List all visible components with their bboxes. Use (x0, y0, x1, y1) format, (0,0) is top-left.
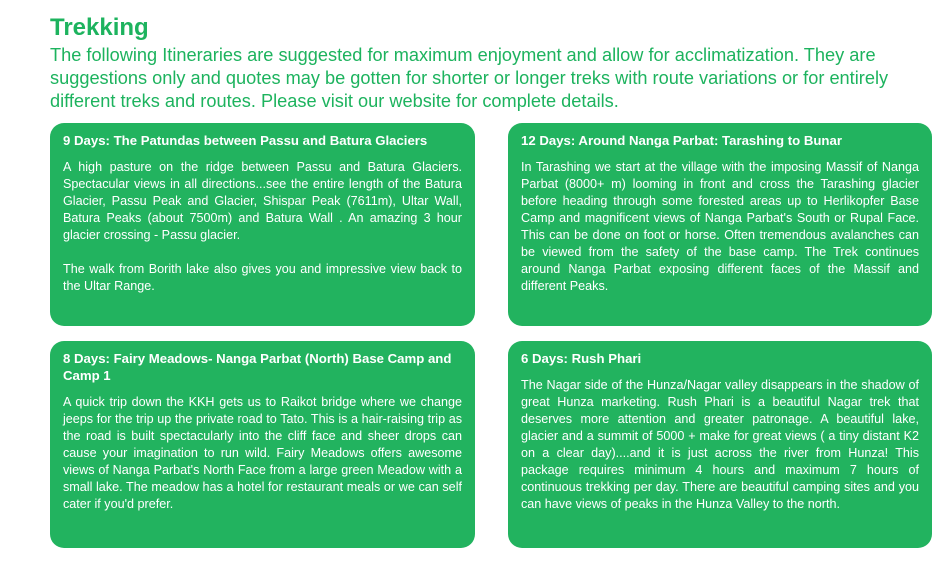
itinerary-card-patundas (50, 123, 475, 326)
card-description: A high pasture on the ridge between Passu and Batura Glaciers. Spectacular views in all directions...see the entire length of the Batura Glacier, Passu Peak and Glacier, Shispar Peak (7611m), Ultar Wall, Batura Peaks (about 7500m) and Batura Wall . An amazing 3 hour glacier crossing - Passu glacier. (63, 160, 462, 242)
itinerary-card-nanga-parbat-around (508, 123, 932, 326)
card-description: The Nagar side of the Hunza/Nagar valley disappears in the shadow of great Hunza marketing. Rush Phari is a beautiful Nagar trek that deserves more attention and greater patronage. A beautiful lake, glacier and a summit of 5000 + make for great views ( a tiny distant K2 on a clear day)....and it is just across the river from Hunza! This package requires minimum 4 hours and maximum 7 hours of continuous trekking per day. There are beautiful camping sites and you can have views of peaks in the Hunza Valley to the north. (521, 378, 919, 511)
card-heading: 8 Days: Fairy Meadows- Nanga Parbat (North) Base Camp and Camp 1 (63, 351, 452, 383)
card-description: A quick trip down the KKH gets us to Raikot bridge where we change jeeps for the trip up the private road to Tato. This is a hair-raising trip as the road is built spectacularly into the cliff face and sheer drops can cause your imagination to run wild. Fairy Meadows offers awesome views of Nanga Parbat's North Face from a large green Meadow with a small lake. The meadow has a hotel for restaurant meals or we can self cater if you'd prefer. (63, 395, 462, 511)
card-description: In Tarashing we start at the village with the imposing Massif of Nanga Parbat (8000+ m) looming in front and cross the Tarashing glacier before heading through some forested areas up to Herlikopfer Base Camp and magnificent views of Nanga Parbat's South or Rupal Face. This can be done on foot or horse. Often tremendous avalanches can be viewed from the safety of the base camp. The Trek continues around Nanga Parbat exposing different faces of the Massif and different Peaks. (521, 160, 919, 293)
intro-paragraph: The following Itineraries are suggested for maximum enjoyment and allow for acclimatization. They are suggestions only and quotes may be gotten for shorter or longer treks with route variations or for entirely different treks and routes. Please visit our website for complete details. (50, 45, 889, 111)
itinerary-card-fairy-meadows (50, 341, 475, 548)
card-heading: 12 Days: Around Nanga Parbat: Tarashing to Bunar (521, 133, 842, 148)
card-heading: 6 Days: Rush Phari (521, 351, 642, 366)
card-description: The walk from Borith lake also gives you and impressive view back to the Ultar Range. (63, 262, 462, 293)
card-heading: 9 Days: The Patundas between Passu and Batura Glaciers (63, 133, 428, 148)
page-title: Trekking (50, 14, 149, 41)
itinerary-card-rush-phari (508, 341, 932, 548)
